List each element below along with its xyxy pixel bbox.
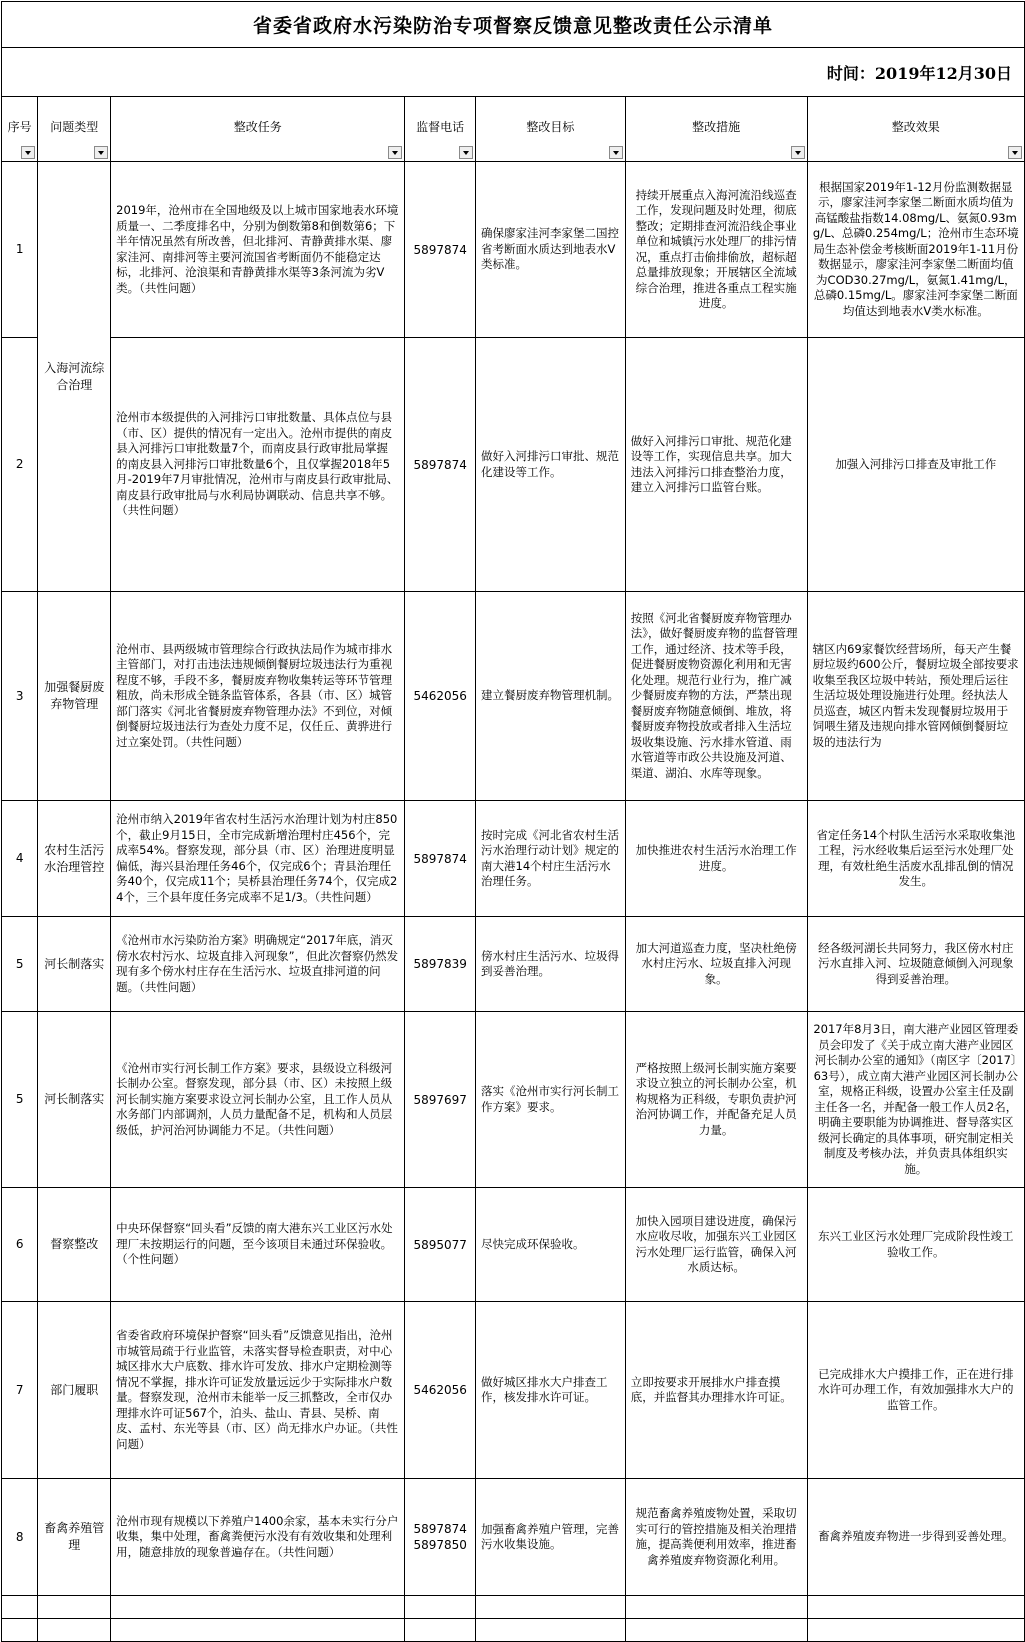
row-type: 部门履职 [38,1302,111,1479]
row-type: 入海河流综合治理 [38,162,111,592]
row-type: 河长制落实 [38,1012,111,1188]
row-task: 《沧州市实行河长制工作方案》要求，县级设立科级河长制办公室。督察发现，部分县（市、区）未按照上级河长制实施方案要求设立河长制办公室，且工作人员从水务部门内部调剂，人员力量配备不足，机构和人员层级低，护河治河协调能力不足。（共性问题） [111,1012,405,1188]
row-task: 中央环保督察“回头看”反馈的南大港东兴工业区污水处理厂未按期运行的问题，至今该项目未通过环保验收。（个性问题） [111,1188,405,1302]
header-type: 问题类型 [38,97,111,162]
empty-cell[interactable] [807,1619,1024,1642]
row-effect: 已完成排水大户摸排工作，正在进行排水许可办理工作，有效加强排水大户的监管工作。 [807,1302,1024,1479]
row-phone: 5897839 [405,917,476,1012]
empty-cell[interactable] [625,1619,807,1642]
filter-dropdown-icon[interactable] [459,146,473,159]
row-measure: 加大河道巡查力度，坚决杜绝傍水村庄污水、垃圾直排入河现象。 [625,917,807,1012]
row-seq: 3 [2,592,38,801]
row-goal: 落实《沧州市实行河长制工作方案》要求。 [476,1012,626,1188]
publish-date: 时间：2019年12月30日 [2,48,1025,97]
row-seq: 7 [2,1302,38,1479]
header-effect: 整改效果 [807,97,1024,162]
row-task: 2019年，沧州市在全国地级及以上城市国家地表水环境质量一、二季度排名中，分别为倒数第8和倒数第6；下半年情况虽然有所改善，但北排河、青静黄排水渠、廖家洼河、南排河等主要河流国省考断面仍不能稳定达标，北排河、沧浪渠和青静黄排水渠等3条河流为劣V类。（共性问题） [111,162,405,338]
row-goal: 按时完成《河北省农村生活污水治理行动计划》规定的南大港14个村庄生活污水治理任务。 [476,801,626,917]
header-row [2,97,1025,162]
sheet-title: 省委省政府水污染防治专项督察反馈意见整改责任公示清单 [2,2,1025,48]
empty-cell[interactable] [111,1619,405,1642]
row-seq: 5 [2,917,38,1012]
row-measure: 规范畜禽养殖废物处置，采取切实可行的管控措施及相关治理措施，提高粪便利用效率，推进畜禽养殖废弃物资源化利用。 [625,1479,807,1596]
empty-cell[interactable] [38,1619,111,1642]
table-row [2,917,1025,1012]
row-measure: 立即按要求开展排水户排查摸底，并监督其办理排水许可证。 [625,1302,807,1479]
row-effect: 2017年8月3日，南大港产业园区管理委员会印发了《关于成立南大港产业园区河长制办公室的通知》（南区字〔2017〕63号），成立南大港产业园区河长制办公室，规格正科级，设置办公室主任及副主任各一名，并配备一般工作人员2名，明确主要职能为协调推进、督导落实区级河长确定的具体事项，研究制定相关制度及考核办法，并负责具体组织实施。 [807,1012,1024,1188]
filter-dropdown-icon[interactable] [791,146,805,159]
empty-cell[interactable] [476,1619,626,1642]
row-type: 河长制落实 [38,917,111,1012]
row-type: 农村生活污水治理管控 [38,801,111,917]
header-seq: 序号 [2,97,38,162]
filter-dropdown-icon[interactable] [388,146,402,159]
row-seq: 1 [2,162,38,338]
table-row [2,1302,1025,1479]
row-effect: 畜禽养殖废弃物进一步得到妥善处理。 [807,1479,1024,1596]
row-effect: 东兴工业区污水处理厂完成阶段性竣工验收工作。 [807,1188,1024,1302]
table-row [2,1012,1025,1188]
row-task: 省委省政府环境保护督察“回头看”反馈意见指出，沧州市城管局疏于行业监管，未落实督导检查职责，对中心城区排水大户底数、排水许可发放、排水户定期检测等情况不掌握，排水许可证发放量远远少于实际排水户数量。督察发现，沧州市未能举一反三抓整改，全市仅办理排水许可证567个，泊头、盐山、青县、吴桥、南皮、孟村、东光等县（市、区）尚无排水户办证。（共性问题） [111,1302,405,1479]
row-phone: 5895077 [405,1188,476,1302]
header-measure: 整改措施 [625,97,807,162]
row-effect: 根据国家2019年1-12月份监测数据显示，廖家洼河李家堡二断面水质均值为高锰酸盐指数14.08mg/L、氨氮0.93mg/L、总磷0.254mg/L；沧州市生态环境局生态补偿金考核断面2019年1-11月份数据显示，廖家洼河李家堡二断面均值为COD30.27mg/L，氨氮1.41mg/L，总磷0.15mg/L。廖家洼河李家堡二断面均值达到地表水V类水标准。 [807,162,1024,338]
row-phone: 5897697 [405,1012,476,1188]
empty-cell[interactable] [38,1596,111,1619]
table-row [2,162,1025,338]
row-effect: 加强入河排污口排查及审批工作 [807,338,1024,592]
row-measure: 持续开展重点入海河流沿线巡查工作，发现问题及时处理，彻底整改；定期排查河流沿线企事业单位和城镇污水处理厂的排污情况，重点打击偷排偷放，超标超总量排放现象；开展辖区全流域综合治理，推进各重点工程实施进度。 [625,162,807,338]
row-measure: 做好入河排污口审批、规范化建设等工作，实现信息共享。加大违法入河排污口排查整治力度，建立入河排污口监管台账。 [625,338,807,592]
empty-cell[interactable] [625,1596,807,1619]
row-effect: 经各级河湖长共同努力，我区傍水村庄污水直排入河、垃圾随意倾倒入河现象得到妥善治理。 [807,917,1024,1012]
filter-dropdown-icon[interactable] [94,146,108,159]
row-type: 畜禽养殖管理 [38,1479,111,1596]
row-task: 《沧州市水污染防治方案》明确规定“2017年底，消灭傍水农村污水、垃圾直排入河现象”，但此次督察仍然发现有多个傍水村庄存在生活污水、垃圾直排河道的问题。（共性问题） [111,917,405,1012]
rectification-table [1,1,1025,1642]
empty-cell[interactable] [807,1596,1024,1619]
row-task: 沧州市纳入2019年省农村生活污水治理计划为村庄850个，截止9月15日，全市完成新增治理村庄456个，完成率54%。督察发现，部分县（市、区）治理进度明显偏低，海兴县治理任务46个，仅完成6个；青县治理任务40个，仅完成11个；吴桥县治理任务74个，仅完成24个，三个县年度任务完成率不足1/3。（共性问题） [111,801,405,917]
row-measure: 按照《河北省餐厨废弃物管理办法》，做好餐厨废弃物的监督管理工作，通过经济、技术等手段，促进餐厨废物资源化利用和无害化处理。规范行业行为，推广减少餐厨废弃物的方法，严禁出现餐厨废弃物随意倾倒、堆放，将餐厨废弃物投放或者排入生活垃圾收集设施、污水排水管道、雨水管道等市政公共设施及河道、渠道、湖泊、水库等现象。 [625,592,807,801]
row-type: 督察整改 [38,1188,111,1302]
row-goal: 做好城区排水大户排查工作，核发排水许可证。 [476,1302,626,1479]
row-phone-1: 5897874 [413,1522,467,1536]
row-phone: 5897874 [405,338,476,592]
empty-cell[interactable] [2,1596,38,1619]
row-effect: 辖区内69家餐饮经营场所，每天产生餐厨垃圾约600公斤，餐厨垃圾全部按要求收集至我区垃圾中转站，预处理后运往生活垃圾处理设施进行处理。经执法人员巡查，城区内暂未发现餐厨垃圾用于饲喂生猪及违规向排水管网倾倒餐厨垃圾的违法行为 [807,592,1024,801]
header-task: 整改任务 [111,97,405,162]
empty-row [2,1619,1025,1642]
row-seq: 4 [2,801,38,917]
header-goal: 整改目标 [476,97,626,162]
empty-cell[interactable] [405,1596,476,1619]
row-task: 沧州市现有规模以下养殖户1400余家，基本未实行分户收集，集中处理，畜禽粪便污水没有有效收集和处理利用，随意排放的现象普遍存在。（共性问题） [111,1479,405,1596]
row-phone [405,1479,476,1596]
empty-cell[interactable] [476,1596,626,1619]
header-phone: 监督电话 [405,97,476,162]
table-row [2,338,1025,592]
table-row [2,1188,1025,1302]
row-phone: 5462056 [405,1302,476,1479]
row-effect: 省定任务14个村队生活污水采取收集池工程，污水经收集后运至污水处理厂处理，有效杜绝生活废水乱排乱倒的情况发生。 [807,801,1024,917]
row-seq: 5 [2,1012,38,1188]
row-goal: 确保廖家洼河李家堡二国控省考断面水质达到地表水V类标准。 [476,162,626,338]
row-measure: 严格按照上级河长制实施方案要求设立独立的河长制办公室，机构规格为正科级，专职负责护河治河协调工作，并配备充足人员力量。 [625,1012,807,1188]
empty-row [2,1596,1025,1619]
table-row [2,592,1025,801]
table-row [2,801,1025,917]
row-phone: 5897874 [405,801,476,917]
row-goal: 做好入河排污口审批、规范化建设等工作。 [476,338,626,592]
filter-dropdown-icon[interactable] [609,146,623,159]
row-measure: 加快入园项目建设进度，确保污水应收尽收，加强东兴工业园区污水处理厂运行监管，确保入河水质达标。 [625,1188,807,1302]
empty-cell[interactable] [2,1619,38,1642]
row-goal: 加强畜禽养殖户管理，完善污水收集设施。 [476,1479,626,1596]
row-seq: 6 [2,1188,38,1302]
filter-dropdown-icon[interactable] [1008,146,1022,159]
row-task: 沧州市、县两级城市管理综合行政执法局作为城市排水主管部门，对打击违法违规倾倒餐厨垃圾违法行为重视程度不够，手段不多，餐厨废弃物收集转运等环节管理粗放，尚未形成全链条监管体系，各县（市、区）城管部门落实《河北省餐厨废弃物管理办法》不到位，对倾倒餐厨垃圾违法行为查处力度不足，仅任丘、黄骅进行过立案处罚。（共性问题） [111,592,405,801]
filter-dropdown-icon[interactable] [21,146,35,159]
row-goal: 建立餐厨废弃物管理机制。 [476,592,626,801]
row-task: 沧州市本级提供的入河排污口审批数量、具体点位与县（市、区）提供的情况有一定出入。沧州市提供的南皮县入河排污口审批数量7个，而南皮县行政审批局掌握的南皮县入河排污口审批数量6个，且仅掌握2018年5月-2019年7月审批情况，沧州市与南皮县行政审批局、南皮县行政审批局与水利局协调联动、信息共享不够。（共性问题） [111,338,405,592]
row-type: 加强餐厨废弃物管理 [38,592,111,801]
row-measure: 加快推进农村生活污水治理工作进度。 [625,801,807,917]
row-goal: 傍水村庄生活污水、垃圾得到妥善治理。 [476,917,626,1012]
row-seq: 8 [2,1479,38,1596]
row-seq: 2 [2,338,38,592]
empty-cell[interactable] [405,1619,476,1642]
table-row [2,1479,1025,1596]
row-phone-2: 5897850 [413,1538,467,1552]
empty-cell[interactable] [111,1596,405,1619]
row-goal: 尽快完成环保验收。 [476,1188,626,1302]
row-phone: 5462056 [405,592,476,801]
row-phone: 5897874 [405,162,476,338]
